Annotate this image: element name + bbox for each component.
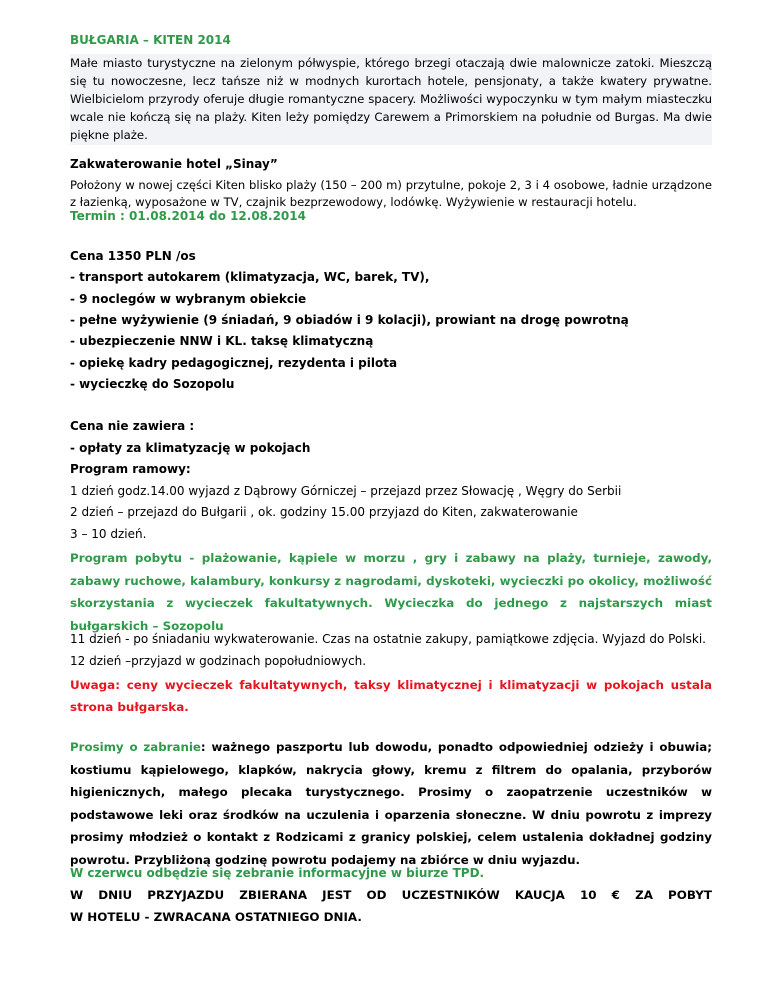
deposit-line-1: W DNIU PRZYJAZDU ZBIERANA JEST OD UCZESTNIKÓW KAUCJA 10 € ZA POBYT xyxy=(70,888,712,902)
price-include-item: - transport autokarem (klimatyzacja, WC, barek, TV), xyxy=(70,270,430,284)
request-paragraph xyxy=(70,736,712,871)
excludes-heading: Cena nie zawiera : xyxy=(70,419,195,433)
intro-paragraph: Małe miasto turystyczne na zielonym półwyspie, którego brzegi otaczają dwie malownicze zatoki. Mieszczą się tu nowoczesne, lecz tańsze niż w modnych kurortach hotele, pensjonaty, a także kwatery prywatne. Wielbicielom przyrody oferuje długie romantyczne spacery. Możliwości wypoczynku w tym małym miasteczku wcale nie kończą się na plaży. Kiten leży pomiędzy Carewem a Primorskiem na południe od Burgas. Ma dwie piękne plaże. xyxy=(70,54,712,145)
excludes-item: - opłaty za klimatyzację w pokojach xyxy=(70,441,311,455)
program-day-1: 1 dzień godz.14.00 wyjazd z Dąbrowy Górniczej – przejazd przez Słowację , Węgry do Serbii xyxy=(70,484,622,498)
price-heading: Cena 1350 PLN /os xyxy=(70,249,196,263)
accommodation-description: Położony w nowej części Kiten blisko plaży (150 – 200 m) przytulne, pokoje 2, 3 i 4 osobowe, ładnie urządzone z łazienką, wyposażone w TV, czajnik bezprzewodowy, lodówkę. Wyżywienie w restauracji hotelu. xyxy=(70,178,712,209)
warning-note: Uwaga: ceny wycieczek fakultatywnych, taksy klimatycznej i klimatyzacji w pokojach ustala strona bułgarska. xyxy=(70,678,712,714)
program-day-11: 11 dzień - po śniadaniu wykwaterowanie. Czas na ostatnie zakupy, pamiątkowe zdjęcia. Wyjazd do Polski. xyxy=(70,632,706,646)
request-label: Prosimy o zabranie xyxy=(70,740,201,754)
request-text: : ważnego paszportu lub dowodu, ponadto odpowiedniej odzieży i obuwia; kostiumu kąpielowego, klapków, nakrycia głowy, kremu z filtrem do opalania, przyborów higienicznych, małego plecaka turystycznego. Prosimy o zaopatrzenie uczestników w podstawowe leki oraz środków na uczulenia i oparzenia słoneczne. W dniu powrotu z imprezy prosimy młodzież o kontakt z Rodzicami z granicy polskiej, celem ustalenia dokładnej godziny powrotu. Przybliżoną godzinę powrotu podajemy na zbiórce w dniu wyjazdu. xyxy=(70,740,712,867)
price-include-item: - pełne wyżywienie (9 śniadań, 9 obiadów i 9 kolacji), prowiant na drogę powrotną xyxy=(70,313,629,327)
program-day-12: 12 dzień –przyjazd w godzinach popołudniowych. xyxy=(70,654,367,668)
program-day-2: 2 dzień – przejazd do Bułgarii , ok. godziny 15.00 przyjazd do Kiten, zakwaterowanie xyxy=(70,505,578,519)
program-stay-description xyxy=(70,547,712,637)
price-include-item: - wycieczkę do Sozopolu xyxy=(70,377,235,391)
price-include-item: - opiekę kadry pedagogicznej, rezydenta i pilota xyxy=(70,356,398,370)
deposit-line-2: W HOTELU - ZWRACANA OSTATNIEGO DNIA. xyxy=(70,910,362,924)
price-include-item: - ubezpieczenie NNW i KL. taksę klimatyczną xyxy=(70,334,374,348)
document-title: BUŁGARIA – KITEN 2014 xyxy=(70,33,231,47)
accommodation-heading: Zakwaterowanie hotel „Sinay” xyxy=(70,157,278,171)
meeting-info: W czerwcu odbędzie się zebranie informacyjne w biurze TPD. xyxy=(70,866,485,880)
price-include-item: - 9 noclegów w wybranym obiekcie xyxy=(70,292,307,306)
program-stay-text: Program pobytu - plażowanie, kąpiele w morzu , gry i zabawy na plaży, turnieje, zawody, zabawy ruchowe, kalambury, konkursy z nagrodami, dyskoteki, wycieczki po okolicy, możliwość skorzystania z wycieczek fakultatywnych. Wycieczka do jednego z najstarszych miast bułgarskich – Sozopolu xyxy=(70,551,712,633)
program-heading: Program ramowy: xyxy=(70,462,191,476)
term-dates: Termin : 01.08.2014 do 12.08.2014 xyxy=(70,209,306,223)
program-day-3-10: 3 – 10 dzień. xyxy=(70,527,147,541)
